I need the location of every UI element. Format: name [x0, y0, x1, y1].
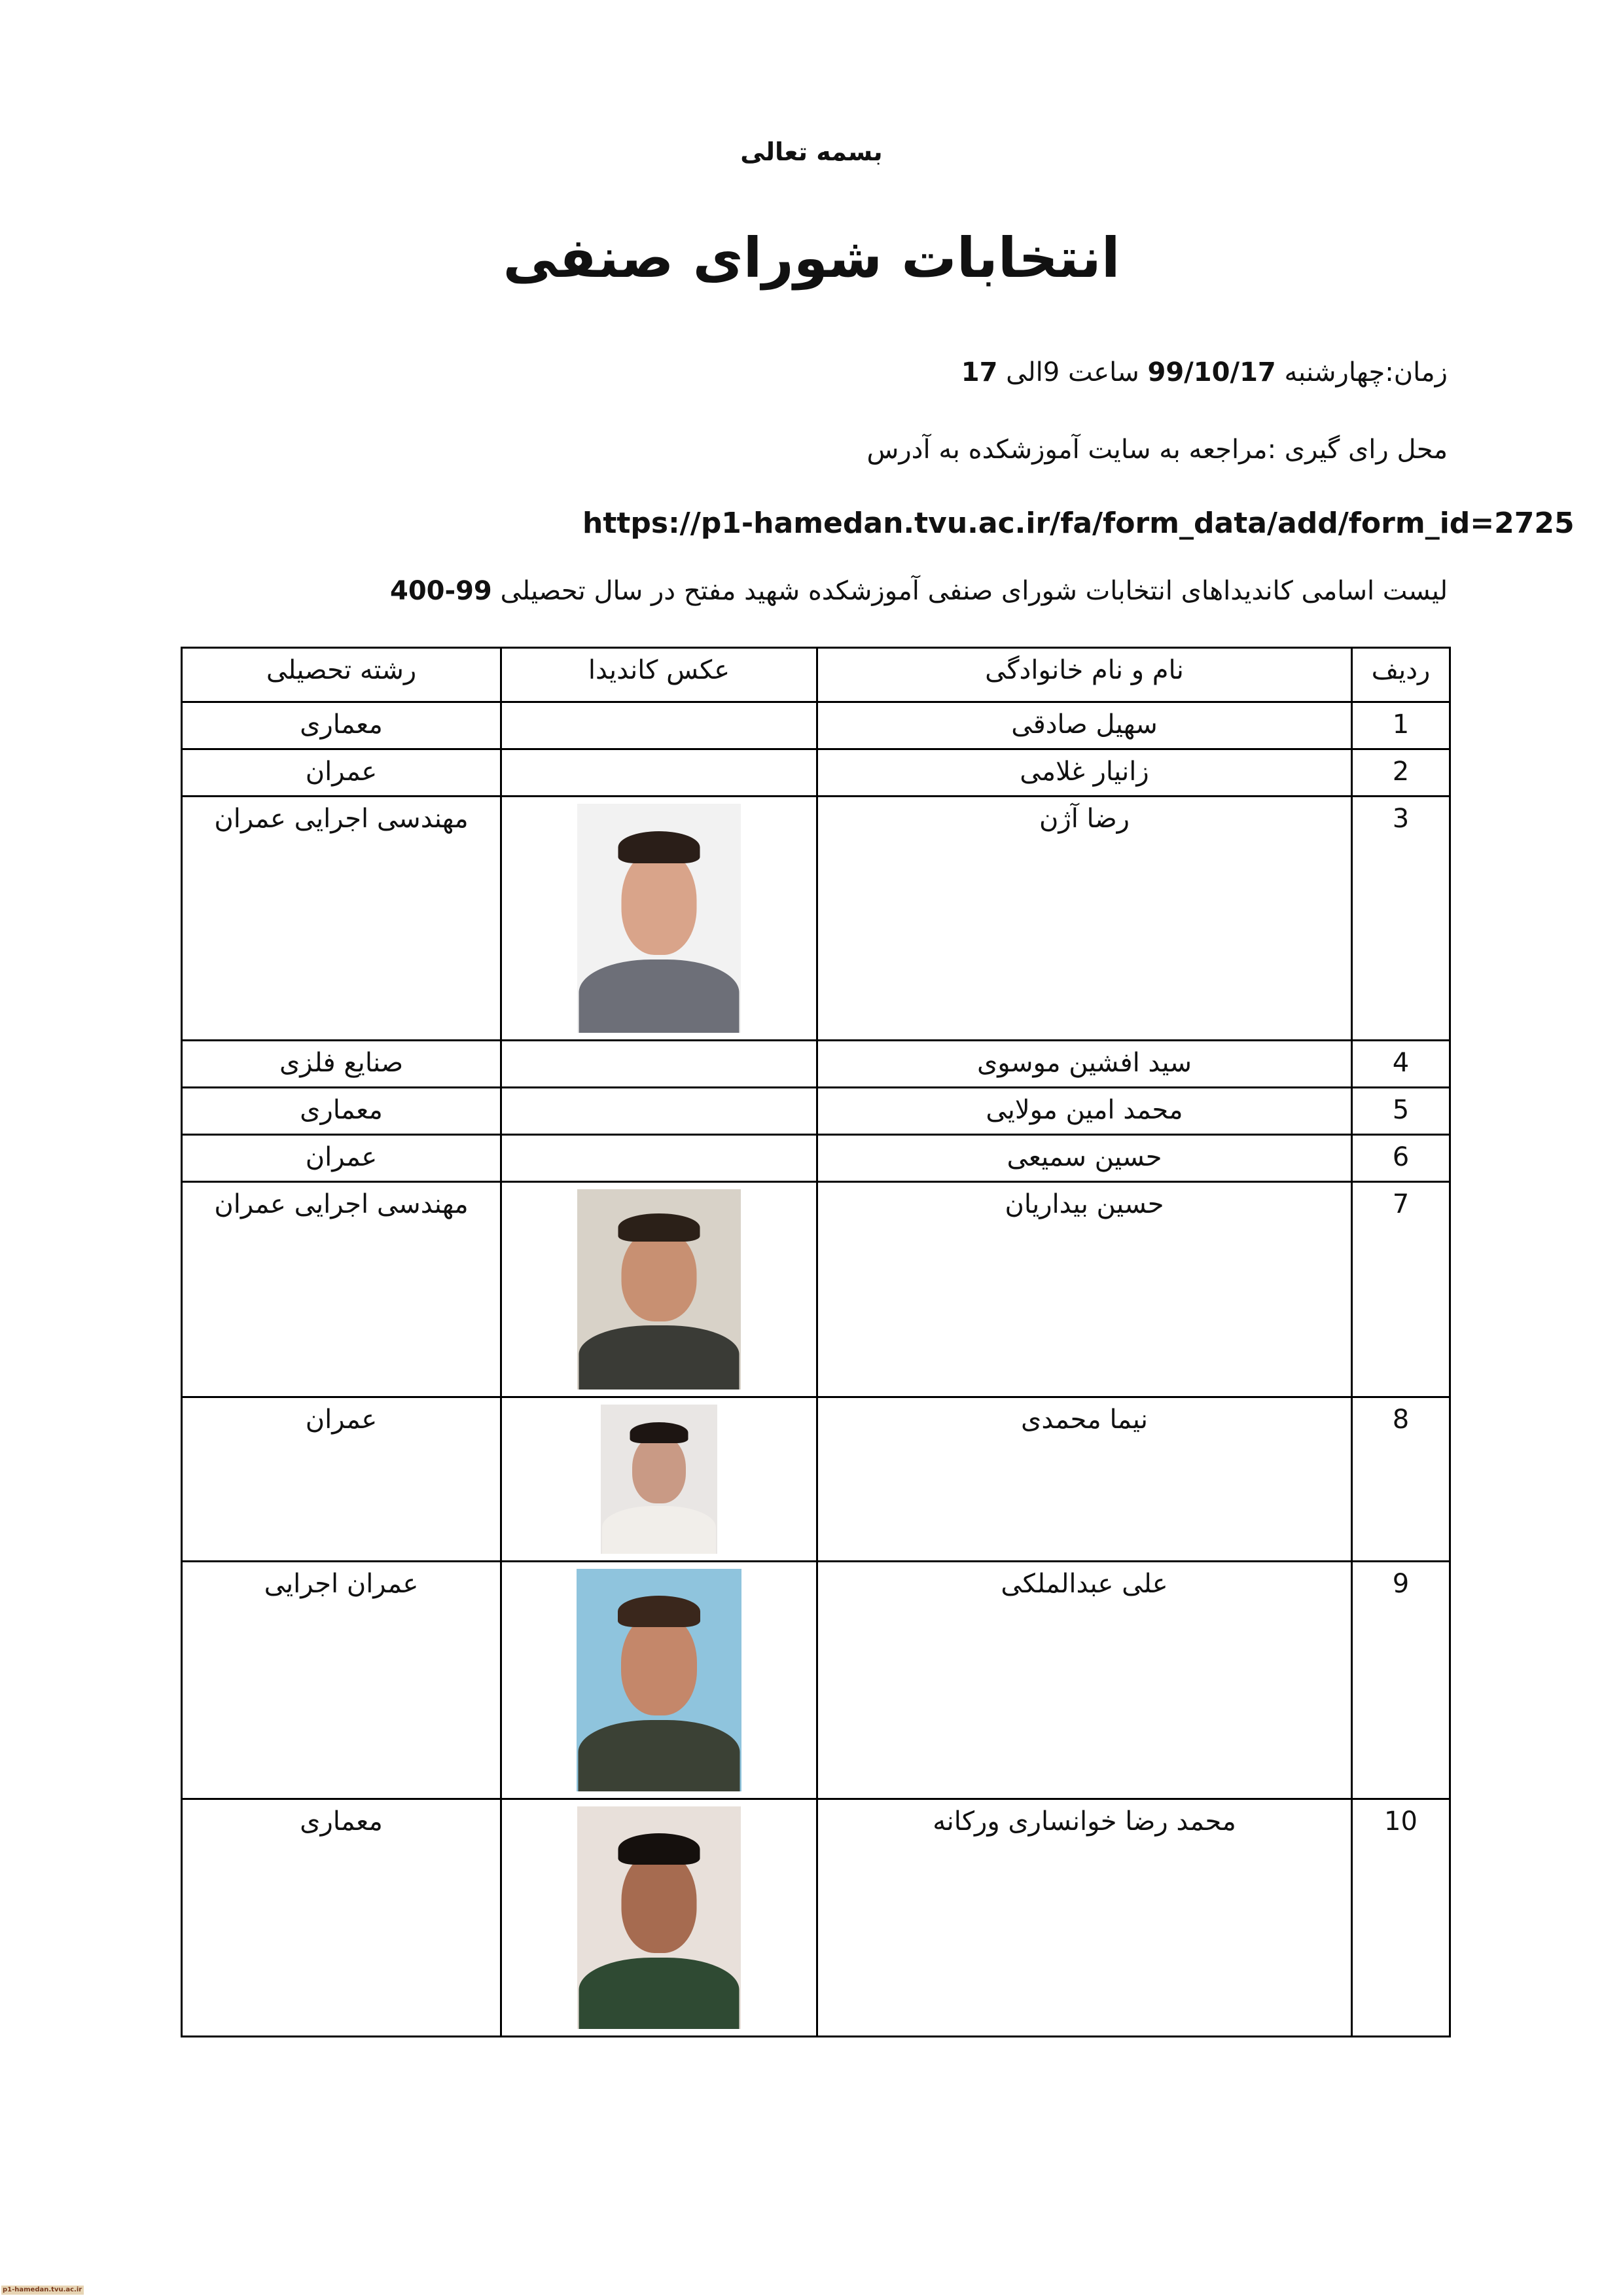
time-rest: ساعت 9الی	[997, 357, 1148, 387]
table-row	[182, 1135, 1450, 1182]
candidate-name: سهیل صادقی	[817, 702, 1352, 749]
candidates-table	[181, 647, 1451, 2037]
candidate-photo-cell	[501, 702, 817, 749]
table-row	[182, 749, 1450, 797]
candidate-photo-cell	[501, 1041, 817, 1088]
candidate-photo	[577, 804, 741, 1033]
table-row	[182, 702, 1450, 749]
candidate-name: نیما محمدی	[817, 1397, 1352, 1562]
table-row	[182, 797, 1450, 1041]
candidate-photo-cell	[501, 1088, 817, 1135]
row-number: 3	[1352, 797, 1450, 1041]
header-field: رشته تحصیلی	[182, 648, 501, 702]
header-name: نام و نام خانوادگی	[817, 648, 1352, 702]
time-label: زمان:چهارشنبه	[1275, 357, 1448, 387]
row-number: 9	[1352, 1562, 1450, 1799]
row-number: 2	[1352, 749, 1450, 797]
time-date: 99/10/17	[1147, 357, 1276, 387]
row-number: 4	[1352, 1041, 1450, 1088]
candidate-field: صنایع فلزی	[182, 1041, 501, 1088]
candidate-name: علی عبدالملکی	[817, 1562, 1352, 1799]
row-number: 10	[1352, 1799, 1450, 2037]
candidate-field: عمران	[182, 1397, 501, 1562]
page-title: انتخابات شورای صنفی	[503, 226, 1120, 290]
candidate-field: مهندسی اجرایی عمران	[182, 1182, 501, 1397]
candidate-field: معماری	[182, 702, 501, 749]
candidate-photo-cell	[501, 1135, 817, 1182]
row-number: 1	[1352, 702, 1450, 749]
table-row	[182, 1182, 1450, 1397]
candidate-name: حسین بیداریان	[817, 1182, 1352, 1397]
candidate-photo	[601, 1405, 717, 1554]
candidate-photo-cell	[501, 1799, 817, 2037]
candidate-photo	[577, 1569, 741, 1791]
list-year: 400-99	[390, 576, 492, 606]
row-number: 7	[1352, 1182, 1450, 1397]
table-row	[182, 1562, 1450, 1799]
candidate-photo-cell	[501, 749, 817, 797]
candidate-photo-cell	[501, 1182, 817, 1397]
candidate-photo-cell	[501, 797, 817, 1041]
table-row	[182, 1799, 1450, 2037]
candidate-photo-cell	[501, 1397, 817, 1562]
candidate-field: عمران	[182, 749, 501, 797]
candidate-name: محمد امین مولایی	[817, 1088, 1352, 1135]
list-caption	[390, 576, 1448, 606]
header-row-number: ردیف	[1352, 648, 1450, 702]
election-place: محل رای گیری :مراجعه به سایت آموزشکده به آدرس	[866, 435, 1448, 465]
site-logo: p1-hamedan.tvu.ac.ir	[1, 2286, 84, 2295]
candidate-photo	[577, 1806, 741, 2029]
table-header-row	[182, 648, 1450, 702]
table-row	[182, 1041, 1450, 1088]
table-row	[182, 1397, 1450, 1562]
time-end: 17	[961, 357, 998, 387]
row-number: 6	[1352, 1135, 1450, 1182]
header-photo: عکس کاندیدا	[501, 648, 817, 702]
table-row	[182, 1088, 1450, 1135]
list-title: لیست اسامی کاندیداهای انتخابات شورای صنفی آموزشکده شهید مفتح در سال تحصیلی	[491, 576, 1448, 606]
candidate-name: محمد رضا خوانساری ورکانه	[817, 1799, 1352, 2037]
candidate-name: سید افشین موسوی	[817, 1041, 1352, 1088]
election-time	[961, 357, 1448, 387]
candidate-field: معماری	[182, 1088, 501, 1135]
candidate-field: مهندسی اجرایی عمران	[182, 797, 501, 1041]
voting-url-link[interactable]: https://p1-hamedan.tvu.ac.ir/fa/form_data/add/form_id=2725	[582, 507, 1575, 540]
candidate-name: رضا آژن	[817, 797, 1352, 1041]
candidate-field: عمران اجرایی	[182, 1562, 501, 1799]
bismillah-heading: بسمه تعالی	[740, 137, 883, 166]
row-number: 5	[1352, 1088, 1450, 1135]
candidate-name: حسین سمیعی	[817, 1135, 1352, 1182]
candidate-field: معماری	[182, 1799, 501, 2037]
candidate-field: عمران	[182, 1135, 501, 1182]
candidate-name: زانیار غلامی	[817, 749, 1352, 797]
row-number: 8	[1352, 1397, 1450, 1562]
candidate-photo	[577, 1189, 741, 1390]
candidate-photo-cell	[501, 1562, 817, 1799]
